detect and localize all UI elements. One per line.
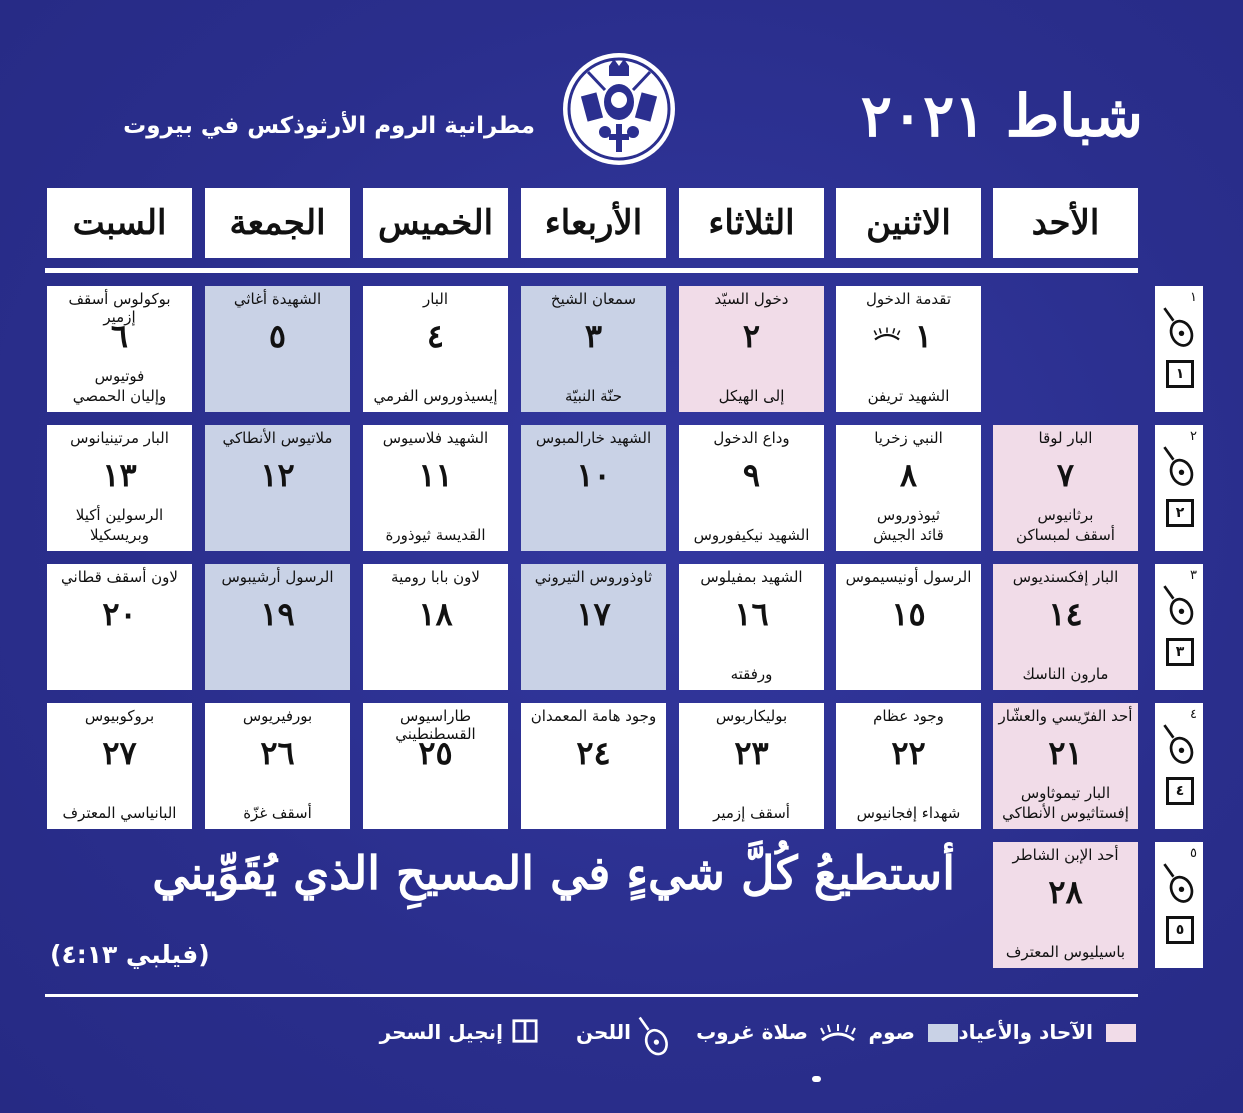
day-number: ١٥: [891, 595, 926, 633]
day-cell: [363, 286, 508, 412]
gospel-number: ٥: [1175, 922, 1185, 938]
book-icon: [1166, 777, 1194, 805]
day-cell: [205, 703, 350, 829]
day-number: ١١: [418, 456, 453, 494]
day-cell: [205, 425, 350, 551]
day-cell: [205, 564, 350, 690]
day-number: ٢٧: [102, 734, 137, 772]
day-cell: [47, 703, 192, 829]
saint-subtitle: البار تيموثاوس إفستاثيوس الأنطاكي: [1002, 784, 1129, 822]
week-tab: [1155, 564, 1203, 690]
day-number: ٢٢: [891, 734, 926, 772]
saint-subtitle: ورفقته: [730, 665, 773, 683]
saint-name: طاراسيوس القسطنطيني: [395, 707, 476, 743]
day-cell: [836, 286, 981, 412]
sunrise-rays-icon: [872, 326, 902, 344]
legend-fast-label: صوم: [868, 1020, 915, 1044]
saint-name: وجود عظام: [873, 707, 944, 725]
saint-name: بوكولوس أسقف إزمير: [68, 290, 171, 326]
day-header-thursday: الخميس: [363, 188, 508, 258]
day-cell: [679, 703, 824, 829]
day-cell: [47, 286, 192, 412]
lyre-icon: [1159, 721, 1195, 767]
page-title: شباط ٢٠٢١: [860, 82, 1143, 150]
saint-name: وجود هامة المعمدان: [530, 707, 657, 725]
saint-subtitle: البانياسي المعترف: [62, 804, 177, 822]
divider-bottom: [45, 994, 1138, 997]
lyre-icon: [1159, 443, 1195, 489]
saint-name: البار إفكسنديوس: [1012, 568, 1119, 586]
day-number: ٢: [742, 317, 761, 355]
gospel-number: ٢: [1175, 505, 1185, 521]
week-tab: [1155, 286, 1203, 412]
divider-top: [45, 268, 1138, 273]
saint-name: الرسول أرشيبوس: [221, 568, 334, 586]
week-number: ٤: [1190, 707, 1197, 722]
saint-name: الرسول أونيسيموس: [845, 568, 972, 586]
gospel-number: ١: [1175, 366, 1185, 382]
book-icon: [1166, 360, 1194, 388]
day-cell: [993, 842, 1138, 968]
speck: [812, 1076, 821, 1082]
book-icon: [512, 1018, 538, 1044]
saint-name: الشهيد فلاسيوس: [382, 429, 489, 447]
saint-name: البار: [422, 290, 449, 308]
saint-subtitle: برثانيوس أسقف لمبساكن: [1016, 506, 1115, 544]
legend-tone-label: اللحن: [576, 1020, 631, 1044]
day-number: ١٩: [260, 595, 295, 633]
saint-name: النبي زخريا: [874, 429, 943, 447]
day-number: ٨: [899, 456, 918, 494]
week-tab: [1155, 425, 1203, 551]
day-cell: [47, 425, 192, 551]
organization-name: مطرانية الروم الأرثوذكس في بيروت: [123, 113, 535, 139]
saint-name: أحد الإبن الشاطر: [1012, 846, 1119, 864]
day-cell: [993, 425, 1138, 551]
day-number: ٢٥: [418, 734, 453, 772]
saint-subtitle: ثيوذوروس قائد الجيش: [873, 506, 944, 544]
saint-name: الشهيد بمفيلوس: [700, 568, 803, 586]
saint-name: البار مرتينيانوس: [70, 429, 169, 447]
book-icon: [1166, 638, 1194, 666]
saint-name: سمعان الشيخ: [550, 290, 637, 308]
day-cell: [679, 564, 824, 690]
saint-subtitle: أسقف إزمير: [713, 804, 790, 822]
gospel-number: ٣: [1175, 644, 1185, 660]
day-header-saturday: السبت: [47, 188, 192, 258]
saint-subtitle: الشهيد تريفن: [867, 387, 950, 405]
day-header-tuesday: الثلاثاء: [679, 188, 824, 258]
day-number: ١٠: [576, 456, 611, 494]
week-number: ٢: [1190, 429, 1197, 444]
day-cell: [993, 703, 1138, 829]
week-number: ٥: [1190, 846, 1197, 861]
saint-subtitle: القديسة ثيوذورة: [385, 526, 486, 544]
lyre-icon: [1159, 304, 1195, 350]
day-number: ٢٤: [576, 734, 611, 772]
day-number: ٦: [110, 317, 129, 355]
day-cell: [679, 425, 824, 551]
saint-subtitle: باسيليوس المعترف: [1005, 943, 1126, 961]
lyre-icon: [1159, 582, 1195, 628]
day-number: ٩: [742, 456, 761, 494]
day-number: ١٦: [734, 595, 769, 633]
day-header-friday: الجمعة: [205, 188, 350, 258]
day-cell: [521, 425, 666, 551]
saint-name: الشهيد خارالمبوس: [535, 429, 652, 447]
saint-subtitle: حنّة النبيّة: [565, 387, 622, 405]
day-number: ٢٦: [260, 734, 295, 772]
saint-subtitle: أسقف غزّة: [243, 804, 312, 822]
week-tab: [1155, 842, 1203, 968]
day-cell: [679, 286, 824, 412]
saint-name: بوليكاربوس: [715, 707, 788, 725]
saint-name: أحد الفرّيسي والعشّار: [998, 707, 1133, 725]
day-header-sunday: الأحد: [993, 188, 1138, 258]
saint-subtitle: مارون الناسك: [1022, 665, 1109, 683]
saint-name: ثاوذوروس التيروني: [534, 568, 653, 586]
day-number: ٢٠: [102, 595, 137, 633]
day-header-wednesday: الأربعاء: [521, 188, 666, 258]
saint-name: لاون بابا رومية: [391, 568, 480, 586]
day-cell: [47, 564, 192, 690]
day-header-monday: الاثنين: [836, 188, 981, 258]
day-number: ٧: [1056, 456, 1075, 494]
day-number: ١: [914, 317, 933, 355]
book-icon: [1166, 499, 1194, 527]
day-cell: [836, 425, 981, 551]
lyre-icon: [1159, 860, 1195, 906]
day-number: ١٣: [102, 456, 137, 494]
day-cell: [993, 564, 1138, 690]
saint-name: دخول السيّد: [714, 290, 789, 308]
day-cell: [521, 703, 666, 829]
day-cell: [836, 564, 981, 690]
day-cell: [363, 703, 508, 829]
saint-name: الشهيدة أغاثي: [233, 290, 322, 308]
bible-verse: أستطيعُ كُلَّ شيءٍ في المسيحِ الذي يُقَوِّيني: [152, 846, 955, 900]
week-tab: [1155, 703, 1203, 829]
week-number: ١: [1190, 290, 1197, 305]
day-cell: [521, 286, 666, 412]
day-cell: [521, 564, 666, 690]
day-cell: [363, 425, 508, 551]
week-number: ٣: [1190, 568, 1197, 583]
saint-name: بروكوبيوس: [84, 707, 155, 725]
saint-name: لاون أسقف قطاني: [61, 568, 178, 586]
day-cell: [205, 286, 350, 412]
day-number: ١٢: [260, 456, 295, 494]
day-number: ١٧: [576, 595, 611, 633]
day-number: ٤: [426, 317, 445, 355]
saint-name: ملاتيوس الأنطاكي: [222, 429, 333, 447]
saint-subtitle: فوتيوس وإليان الحمصي: [72, 367, 167, 405]
book-icon: [1166, 916, 1194, 944]
legend-feasts-label: الآحاد والأعياد: [958, 1020, 1093, 1044]
day-number: ٢١: [1048, 734, 1083, 772]
lyre-icon: [632, 1014, 672, 1058]
saint-subtitle: إيسيذوروس الفرمي: [373, 387, 498, 405]
saint-subtitle: شهداء إفجانيوس: [856, 804, 961, 822]
saint-subtitle: الشهيد نيكيفوروس: [693, 526, 810, 544]
saint-name: بورفيريوس: [242, 707, 313, 725]
day-cell: [363, 564, 508, 690]
legend-sunset-prayer-label: صلاة غروب: [696, 1020, 808, 1044]
day-number: ٢٨: [1048, 873, 1083, 911]
day-number: ٢٣: [734, 734, 769, 772]
saint-subtitle: إلى الهيكل: [718, 387, 785, 405]
saint-subtitle: الرسولين أكيلا وبريسكيلا: [75, 506, 164, 544]
day-number: ١٤: [1048, 595, 1083, 633]
day-number: ٣: [584, 317, 603, 355]
saint-name: البار لوقا: [1038, 429, 1093, 447]
gospel-number: ٤: [1175, 783, 1185, 799]
day-number: ١٨: [418, 595, 453, 633]
day-cell: [836, 703, 981, 829]
legend-feast-swatch: [1106, 1024, 1136, 1042]
saint-name: وداع الدخول: [713, 429, 790, 447]
verse-reference: (فيلبي ٤:١٣): [50, 940, 210, 969]
saint-name: تقدمة الدخول: [865, 290, 951, 308]
church-emblem-icon: [560, 50, 678, 168]
sunrise-rays-icon: [818, 1024, 858, 1044]
legend-fast-swatch: [928, 1024, 958, 1042]
day-number: ٥: [268, 317, 287, 355]
legend-gospel-label: إنجيل السحر: [379, 1020, 503, 1044]
